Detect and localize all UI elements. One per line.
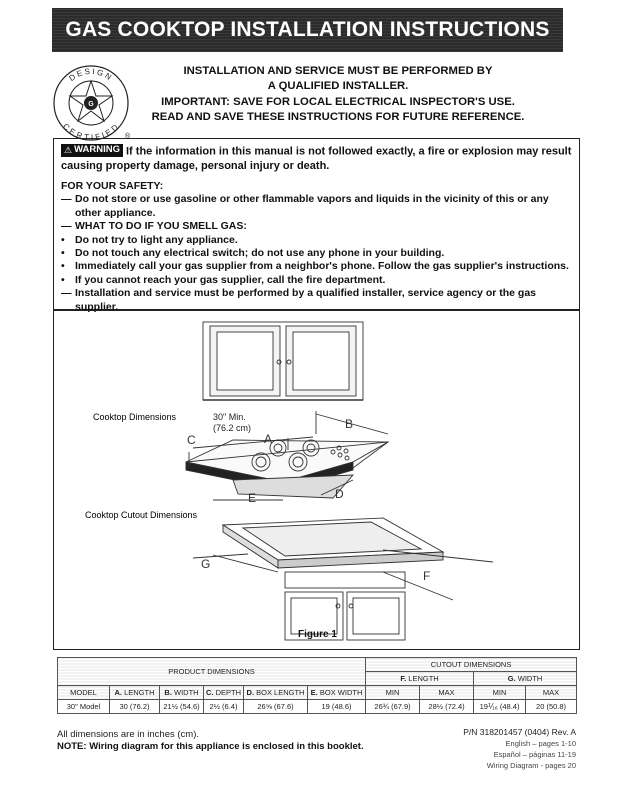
dimension-label-b: B [345, 417, 354, 431]
wiring-note: NOTE: Wiring diagram for this appliance is enclosed in this booklet. [57, 741, 364, 752]
safety-item: — Do not store or use gasoline or other flammable vapors and liquids in the vicinity of this or any other appliance. [61, 193, 549, 219]
safety-item: — Installation and service must be performed by a qualified installer, service agency or the gas supplier. [61, 287, 536, 313]
column-header: E. BOX WIDTH [308, 686, 366, 700]
table-header-row [58, 686, 577, 700]
cutout-illustration [193, 518, 493, 640]
min-clearance-line2: (76.2 cm) [213, 423, 252, 433]
column-header: B. WIDTH [160, 686, 204, 700]
table-row [58, 700, 577, 714]
seal-top-text: DESIGN [67, 66, 115, 83]
page-title: GAS COOKTOP INSTALLATION INSTRUCTIONS [65, 18, 550, 41]
column-header: MAX [526, 686, 577, 700]
g-width-heading: G. WIDTH [474, 672, 577, 686]
column-header: MIN [474, 686, 526, 700]
min-clearance-line1: 30" Min. [213, 412, 246, 422]
column-header: A. LENGTH [110, 686, 160, 700]
part-number-block [420, 727, 576, 771]
svg-text:G: G [88, 101, 94, 108]
title-banner [52, 8, 563, 52]
warning-statement [61, 144, 576, 173]
registered-mark: ® [125, 133, 131, 140]
cutout-dimensions-label: Cooktop Cutout Dimensions [85, 510, 198, 520]
units-note: All dimensions are in inches (cm). [57, 729, 200, 740]
intro-line: READ AND SAVE THESE INSTRUCTIONS FOR FUTURE REFERENCE. [151, 111, 525, 124]
installation-diagram [53, 310, 580, 650]
dimension-label-d: D [335, 487, 344, 501]
dimension-label-e: E [248, 491, 257, 505]
safety-item: — WHAT TO DO IF YOU SMELL GAS: [61, 220, 247, 233]
table-cell: 26⅝ (67.6) [244, 700, 308, 714]
dimension-label-a: A [264, 432, 273, 446]
column-header: C. DEPTH [204, 686, 244, 700]
table-cell: 2½ (6.4) [204, 700, 244, 714]
warning-badge [61, 144, 123, 157]
part-number: P/N 318201457 (0404) Rev. A [463, 727, 576, 737]
table-cell: 30 (76.2) [110, 700, 160, 714]
upper-cabinet-illustration [203, 322, 363, 400]
dimension-label-c: C [187, 433, 196, 447]
english-pages: English – pages 1-10 [505, 739, 576, 748]
safety-item: • Immediately call your gas supplier from a neighbor's phone. Follow the gas supplier's instructions. [61, 260, 569, 273]
table-cell: 28½ (72.4) [420, 700, 474, 714]
column-header: MIN [366, 686, 420, 700]
table-cell: 19⅟₁₆ (48.4) [474, 700, 526, 714]
design-certified-seal [50, 62, 132, 144]
table-cell: 21½ (54.6) [160, 700, 204, 714]
intro-line: INSTALLATION AND SERVICE MUST BE PERFORMED BY [183, 65, 493, 77]
table-cell: 26¾ (67.9) [366, 700, 420, 714]
product-dimensions-heading: PRODUCT DIMENSIONS [58, 658, 366, 686]
table-cell: 20 (50.8) [526, 700, 577, 714]
dimension-label-g: G [201, 557, 211, 571]
safety-item: • Do not try to light any appliance. [61, 233, 238, 246]
cutout-dimensions-heading: CUTOUT DIMENSIONS [366, 658, 577, 672]
table-cell: 19 (48.6) [308, 700, 366, 714]
intro-line: IMPORTANT: SAVE FOR LOCAL ELECTRICAL INSPECTOR'S USE. [161, 95, 515, 108]
warning-badge-label: WARNING [74, 144, 120, 156]
column-header: MODEL [58, 686, 110, 700]
dimensions-table [57, 657, 576, 714]
intro-block [132, 64, 544, 126]
column-header: MAX [420, 686, 474, 700]
safety-item: • If you cannot reach your gas supplier, call the fire department. [61, 273, 386, 286]
column-header: D. BOX LENGTH [244, 686, 308, 700]
cooktop-dimensions-label: Cooktop Dimensions [93, 412, 177, 422]
dimension-label-f: F [423, 569, 431, 583]
warning-text: If the information in this manual is not followed exactly, a fire or explosion may result causing property damage, personal injury or death. [61, 145, 572, 172]
safety-heading: FOR YOUR SAFETY: [61, 180, 164, 192]
wiring-pages: Wiring Diagram - pages 20 [486, 761, 576, 770]
warning-triangle-icon: ⚠ [64, 145, 73, 156]
intro-line: A QUALIFIED INSTALLER. [267, 80, 409, 93]
seal-bottom-text: CERTIFIED [60, 121, 122, 143]
safety-item: • Do not touch any electrical switch; do not use any phone in your building. [61, 247, 445, 260]
safety-list [61, 180, 576, 314]
f-length-heading: F. LENGTH [366, 672, 474, 686]
spanish-pages: Español – páginas 11-19 [493, 750, 576, 759]
table-cell: 30" Model [58, 700, 110, 714]
figure-caption: Figure 1 [298, 629, 337, 640]
cooktop-illustration [186, 440, 388, 498]
